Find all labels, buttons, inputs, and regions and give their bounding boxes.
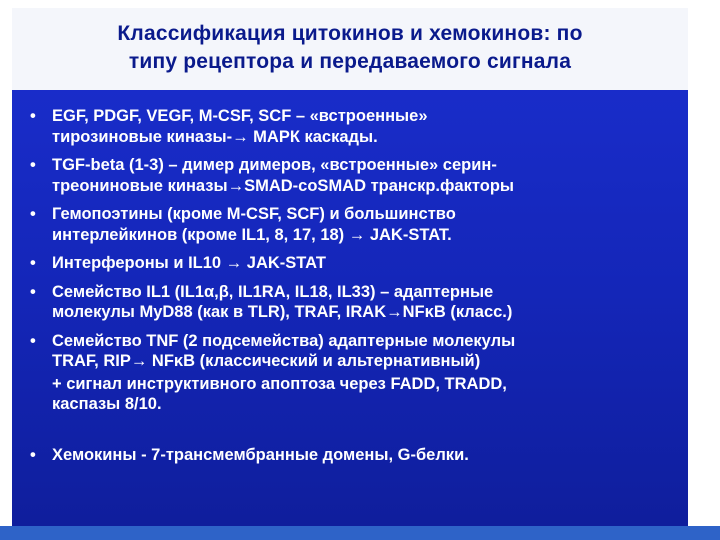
bullet-item bbox=[28, 106, 678, 147]
title-line-1: Классификация цитокинов и хемокинов: по bbox=[117, 22, 583, 45]
bullet-icon: • bbox=[30, 107, 36, 125]
bullet-text-line: интерлейкинов (кроме IL1, 8, 17, 18) → JAK-STAT. bbox=[52, 225, 452, 244]
bullet-text-line: тирозиновые киназы-→ МАРК каскады. bbox=[52, 127, 378, 146]
bullet-item bbox=[28, 282, 678, 323]
bullet-text-line: молекулы MyD88 (как в TLR), TRAF, IRAK→NFκB (класс.) bbox=[52, 303, 513, 321]
bullet-item bbox=[28, 331, 678, 372]
bullet-icon: • bbox=[30, 445, 36, 464]
bullet-item bbox=[28, 155, 678, 196]
bottom-bar bbox=[0, 526, 720, 540]
bullet-list bbox=[28, 106, 678, 473]
bullet-text-line: + сигнал инструктивного апоптоза через FADD, TRADD, bbox=[52, 374, 507, 393]
bullet-text-line: Гемопоэтины (кроме M-CSF, SCF) и большинство bbox=[52, 205, 456, 223]
slide bbox=[12, 8, 688, 526]
bullet-item bbox=[28, 253, 678, 274]
bullet-text-line: Семейство TNF (2 подсемейства) адаптерные молекулы bbox=[52, 331, 516, 350]
title-line-2: типу рецептора и передаваемого сигнала bbox=[128, 50, 572, 73]
bullet-icon: • bbox=[30, 205, 36, 223]
bullet-text-line: TRAF, RIP→ NFκB (классический и альтернативный) bbox=[52, 352, 481, 370]
bullet-item bbox=[28, 445, 678, 466]
bullet-icon: • bbox=[30, 156, 36, 174]
bullet-icon: • bbox=[30, 282, 36, 301]
bullet-text-line: треониновые киназы→SMAD-coSMAD транскр.факторы bbox=[52, 176, 514, 195]
bullet-text-line: Семейство IL1 (IL1α,β, IL1RA, IL18, IL33) – адаптерные bbox=[52, 282, 494, 301]
bullet-text-line: TGF-beta (1-3) – димер димеров, «встроенные» серин- bbox=[52, 156, 497, 174]
bullet-text-line: EGF, PDGF, VEGF, M-CSF, SCF – «встроенные» bbox=[52, 107, 428, 125]
bullet-text-line: Интерфероны и IL10 → JAK-STAT bbox=[52, 254, 326, 272]
bullet-text-line: Хемокины - 7-трансмембранные домены, G-белки. bbox=[52, 445, 469, 464]
bullet-icon: • bbox=[30, 254, 36, 272]
title-area bbox=[12, 8, 688, 90]
bullet-text-line: каспазы 8/10. bbox=[52, 395, 162, 413]
bullet-item bbox=[28, 204, 678, 245]
slide-title bbox=[12, 8, 688, 76]
bullet-icon: • bbox=[30, 331, 36, 350]
bullet-continuation bbox=[28, 374, 678, 415]
